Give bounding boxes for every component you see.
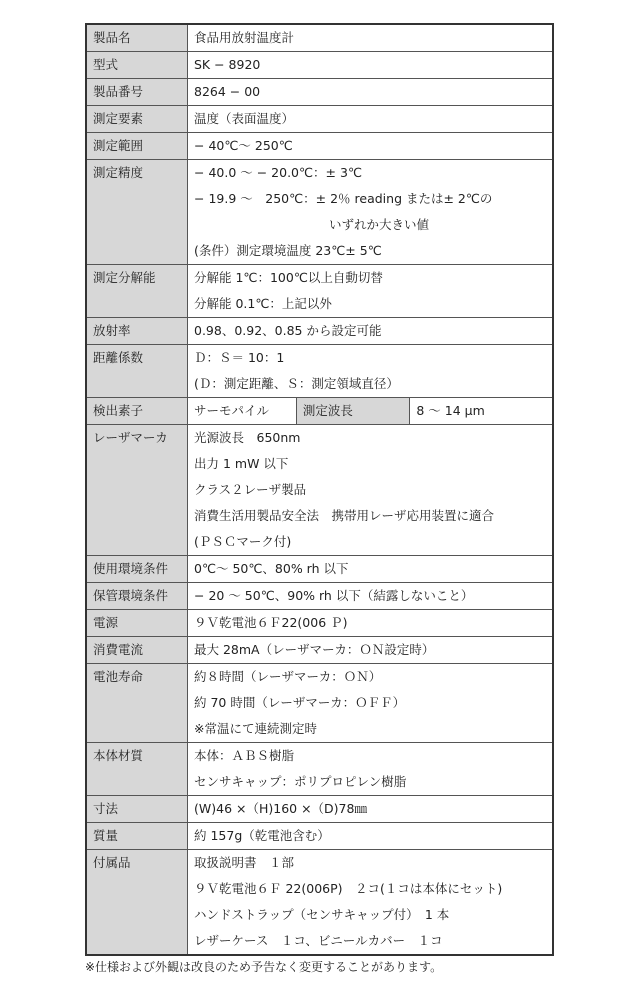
- spec-value: [188, 318, 554, 345]
- spec-label: [86, 345, 188, 398]
- spec-row: [86, 106, 553, 133]
- spec-label: [86, 106, 188, 133]
- spec-value-line: (ＰＳＣマーク付): [194, 534, 292, 549]
- spec-sub-value: [410, 398, 552, 424]
- spec-label-text: 使用環境条件: [93, 561, 169, 576]
- spec-row: [86, 345, 553, 398]
- spec-value-line: 取扱説明書 １部: [194, 855, 295, 870]
- spec-value-line: (条件）測定環境温度 23℃± 5℃: [194, 243, 382, 258]
- spec-label: [86, 556, 188, 583]
- spec-label-text: 付属品: [93, 855, 131, 870]
- spec-value-text: サーモパイル: [194, 403, 270, 418]
- spec-value-line: いずれか大きい値: [329, 217, 430, 232]
- spec-value: [188, 79, 554, 106]
- spec-value-line: 温度（表面温度）: [194, 111, 295, 126]
- spec-split-cell: [188, 398, 554, 425]
- spec-label: [86, 583, 188, 610]
- spec-split-table: [188, 398, 552, 424]
- spec-label: [86, 133, 188, 160]
- spec-row: [86, 79, 553, 106]
- spec-row: [86, 823, 553, 850]
- spec-value: [188, 743, 554, 796]
- spec-value-line: 出力 1 mW 以下: [194, 456, 289, 471]
- spec-value: [188, 52, 554, 79]
- spec-label-text: 本体材質: [93, 748, 144, 763]
- spec-row: [86, 556, 553, 583]
- spec-value-line: センサキャップ：ポリプロピレン樹脂: [194, 774, 407, 789]
- spec-value-line: 食品用放射温度計: [194, 30, 295, 45]
- spec-label: [86, 52, 188, 79]
- spec-value-line: 約 157g（乾電池含む）: [194, 828, 330, 843]
- spec-label: [86, 265, 188, 318]
- spec-value-line: 0℃〜 50℃、80% rh 以下: [194, 561, 349, 576]
- spec-label: [86, 743, 188, 796]
- spec-label-text: 寸法: [93, 801, 119, 816]
- footnote: ※仕様および外観は改良のため予告なく変更することがあります。: [85, 960, 443, 974]
- spec-label-text: 測定範囲: [93, 138, 144, 153]
- spec-sub-label: [296, 398, 409, 424]
- spec-label: [86, 160, 188, 265]
- spec-label-text: 製品番号: [93, 84, 144, 99]
- spec-value: [188, 610, 554, 637]
- spec-value-line: (Ｄ：測定距離、Ｓ：測定領域直径）: [194, 376, 399, 391]
- spec-value-line: ９Ｖ乾電池６Ｆ 22(006P) ２コ(１コは本体にセット): [194, 881, 503, 896]
- spec-row: [86, 664, 553, 743]
- spec-row: [86, 743, 553, 796]
- spec-value: [188, 850, 554, 956]
- spec-label-text: 距離係数: [93, 350, 144, 365]
- spec-value: [188, 133, 554, 160]
- spec-value-line: 分解能 1℃：100℃以上自動切替: [194, 270, 383, 285]
- spec-value: [188, 796, 554, 823]
- spec-value-line: 8264 − 00: [194, 84, 261, 99]
- spec-label: [86, 850, 188, 956]
- spec-label-text: 測定分解能: [93, 270, 156, 285]
- spec-label-text: レーザマーカ: [93, 430, 168, 445]
- spec-row: [86, 52, 553, 79]
- spec-label: [86, 823, 188, 850]
- spec-value-line: 0.98、0.92、0.85 から設定可能: [194, 323, 382, 338]
- spec-label: [86, 425, 188, 556]
- spec-value-line: 最大 28mA（レーザマーカ：ＯＮ設定時）: [194, 642, 435, 657]
- spec-value-line: − 19.9 〜 250℃：± 2％ reading または± 2℃の: [194, 191, 493, 206]
- spec-value: [188, 556, 554, 583]
- spec-label-text: 測定精度: [93, 165, 144, 180]
- spec-value-line: Ｄ：Ｓ＝ 10：1: [194, 350, 285, 365]
- spec-row: [86, 133, 553, 160]
- spec-value: [188, 823, 554, 850]
- spec-label: [86, 610, 188, 637]
- spec-row: [86, 610, 553, 637]
- spec-label-text: 放射率: [93, 323, 131, 338]
- spec-table-body: [86, 24, 553, 955]
- spec-value-line: 約８時間（レーザマーカ：ＯＮ）: [194, 669, 382, 684]
- spec-value-line: − 40℃〜 250℃: [194, 138, 293, 153]
- spec-label-text: 検出素子: [93, 403, 144, 418]
- spec-value: [188, 398, 296, 424]
- spec-value-line: クラス２レーザ製品: [194, 482, 307, 497]
- spec-value: [188, 345, 554, 398]
- spec-label: [86, 664, 188, 743]
- spec-row: [86, 318, 553, 345]
- spec-value: [188, 106, 554, 133]
- spec-value-line: 消費生活用製品安全法 携帯用レーザ応用装置に適合: [194, 508, 495, 523]
- spec-value: [188, 583, 554, 610]
- spec-value: [188, 664, 554, 743]
- spec-row: [86, 796, 553, 823]
- spec-label-text: 電池寿命: [93, 669, 144, 684]
- spec-row: [86, 398, 553, 425]
- spec-value-line: 分解能 0.1℃：上記以外: [194, 296, 332, 311]
- spec-row: [86, 583, 553, 610]
- spec-value: [188, 160, 554, 265]
- spec-row: [86, 637, 553, 664]
- spec-value: [188, 637, 554, 664]
- spec-label-text: 製品名: [93, 30, 131, 45]
- spec-value-line: − 40.0 〜 − 20.0℃：± 3℃: [194, 165, 362, 180]
- spec-value-line: ハンドストラップ（センサキャップ付） 1 本: [194, 907, 450, 922]
- spec-value-line: 約 70 時間（レーザマーカ：ＯＦＦ）: [194, 695, 406, 710]
- spec-label-text: 電源: [93, 615, 119, 630]
- spec-value: [188, 425, 554, 556]
- spec-label: [86, 318, 188, 345]
- spec-row: [86, 24, 553, 52]
- spec-value-line: ※常温にて連続測定時: [194, 721, 317, 736]
- spec-label-text: 質量: [93, 828, 119, 843]
- spec-row: [86, 850, 553, 956]
- spec-value: [188, 265, 554, 318]
- spec-label-text: 測定要素: [93, 111, 144, 126]
- spec-value-line: レザーケース １コ、ビニールカバー １コ: [194, 933, 443, 948]
- spec-label: [86, 796, 188, 823]
- spec-row: [86, 160, 553, 265]
- spec-label: [86, 24, 188, 52]
- spec-label-text: 消費電流: [93, 642, 144, 657]
- spec-label-text: 型式: [93, 57, 119, 72]
- spec-label: [86, 637, 188, 664]
- spec-value-line: 本体：ＡＢＳ樹脂: [194, 748, 295, 763]
- spec-sub-label-text: 測定波長: [302, 403, 353, 418]
- spec-value-line: (W)46 ×（H)160 ×（D)78㎜: [194, 801, 367, 816]
- spec-sub-value-text: 8 〜 14 μm: [416, 403, 485, 418]
- spec-label: [86, 398, 188, 425]
- spec-label: [86, 79, 188, 106]
- spec-value-line: ９Ｖ乾電池６Ｆ22(006 Ｐ): [194, 615, 348, 630]
- spec-row: [86, 425, 553, 556]
- spec-value: [188, 24, 554, 52]
- spec-value-line: 光源波長 650nm: [194, 430, 301, 445]
- spec-row: [86, 265, 553, 318]
- spec-table: [85, 23, 554, 956]
- spec-value-line: SK − 8920: [194, 57, 261, 72]
- spec-value-line: − 20 〜 50℃、90% rh 以下（結露しないこと）: [194, 588, 474, 603]
- spec-label-text: 保管環境条件: [93, 588, 169, 603]
